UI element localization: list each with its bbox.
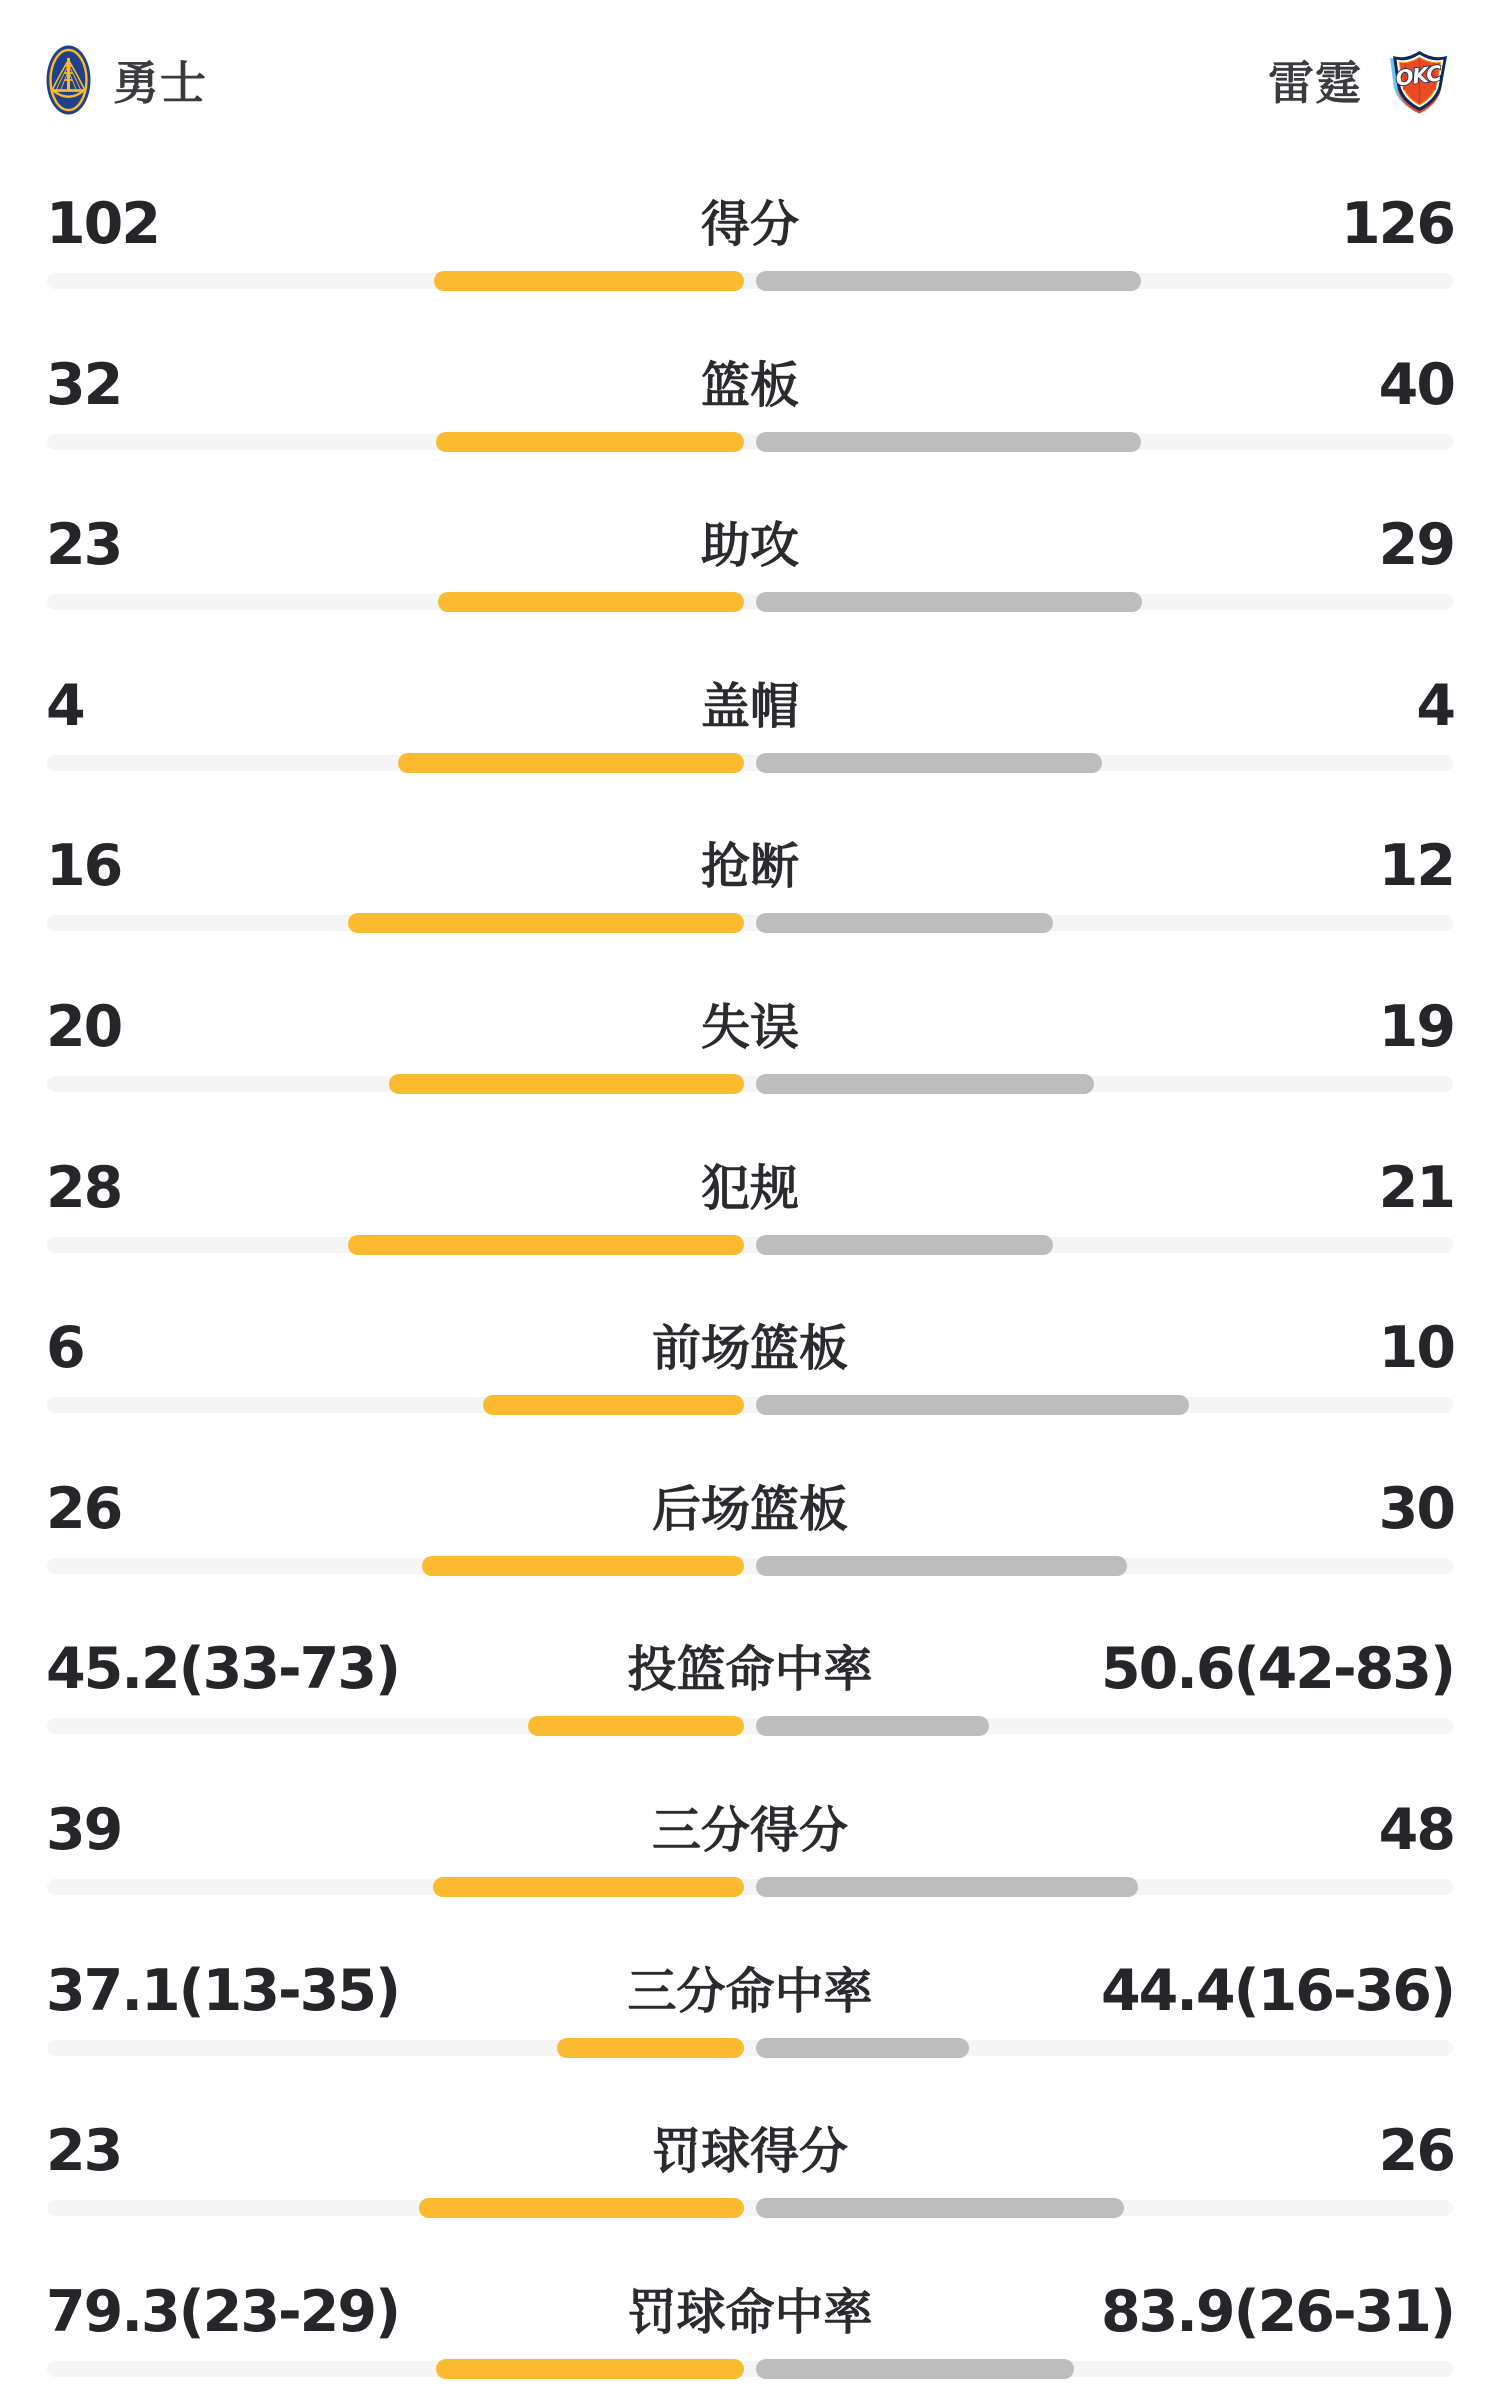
away-bar <box>756 2038 969 2058</box>
header <box>46 45 1454 115</box>
home-value: 28 <box>46 1154 122 1221</box>
stat-row <box>46 1797 1454 1914</box>
home-bar <box>433 1877 744 1897</box>
home-value: 16 <box>46 833 122 900</box>
away-value: 40 <box>1378 351 1454 418</box>
stat-row <box>46 1315 1454 1432</box>
stat-row <box>46 351 1454 469</box>
stat-bar-track <box>47 1237 1453 1253</box>
stat-bar-track <box>47 273 1453 289</box>
away-value: 26 <box>1378 2118 1454 2185</box>
away-bar <box>756 271 1141 291</box>
svg-text:OKC: OKC <box>1394 61 1443 91</box>
home-bar <box>389 1074 744 1094</box>
away-value: 50.6(42-83) <box>1100 1636 1454 1703</box>
home-value: 4 <box>46 672 84 739</box>
away-value: 19 <box>1378 994 1454 1060</box>
away-value: 126 <box>1341 191 1454 257</box>
stat-bar-track <box>47 1879 1453 1895</box>
team-home[interactable] <box>46 45 207 115</box>
home-bar <box>436 432 744 452</box>
team-home-name: 勇士 <box>113 56 207 110</box>
home-bar <box>419 2198 744 2218</box>
home-value: 20 <box>46 994 122 1060</box>
stat-bar-track <box>47 434 1453 450</box>
stat-row <box>46 833 1454 950</box>
home-bar <box>483 1395 744 1415</box>
home-bar <box>436 2359 744 2379</box>
stat-label: 失误 <box>700 999 800 1056</box>
stat-label: 罚球得分 <box>651 2123 849 2181</box>
stat-label: 助攻 <box>700 517 800 575</box>
home-bar <box>528 1716 744 1736</box>
stat-bar-track <box>47 1076 1453 1092</box>
stat-bar-track <box>47 2040 1453 2056</box>
home-value: 45.2(33-73) <box>46 1636 400 1703</box>
stat-label: 盖帽 <box>700 677 800 735</box>
stat-label: 前场篮板 <box>651 1320 849 1378</box>
home-value: 39 <box>46 1797 122 1863</box>
stat-row <box>46 2278 1454 2396</box>
stat-label: 三分得分 <box>651 1802 849 1859</box>
stat-label: 投篮命中率 <box>627 1641 873 1699</box>
stat-label: 抢断 <box>700 838 800 896</box>
stat-bar-track <box>47 1558 1453 1574</box>
away-value: 30 <box>1378 1475 1454 1542</box>
home-bar <box>434 271 744 291</box>
home-bar <box>422 1556 744 1576</box>
home-value: 32 <box>46 351 122 418</box>
stat-row <box>46 672 1454 790</box>
stat-row <box>46 1154 1454 1272</box>
stat-bar-track <box>47 2200 1453 2216</box>
away-bar <box>756 2359 1074 2379</box>
stat-bar-track <box>47 594 1453 610</box>
away-value: 83.9(26-31) <box>1100 2278 1454 2345</box>
stat-row <box>46 994 1454 1111</box>
stat-label: 得分 <box>700 196 800 253</box>
stat-row <box>46 191 1454 308</box>
team-away[interactable] <box>1268 45 1454 115</box>
stat-label: 犯规 <box>700 1159 800 1217</box>
stat-label: 后场篮板 <box>651 1480 849 1538</box>
away-bar <box>756 2198 1124 2218</box>
away-value: 4 <box>1416 672 1454 739</box>
away-bar <box>756 1877 1138 1897</box>
away-value: 48 <box>1378 1797 1454 1863</box>
away-bar <box>756 1074 1094 1094</box>
stat-bar-track <box>47 1397 1453 1413</box>
home-bar <box>348 913 744 933</box>
home-value: 23 <box>46 512 122 579</box>
home-bar <box>438 592 744 612</box>
warriors-logo-icon <box>46 45 91 115</box>
stat-row <box>46 2118 1454 2235</box>
away-value: 12 <box>1378 833 1454 900</box>
home-bar <box>398 753 744 773</box>
home-value: 6 <box>46 1315 84 1382</box>
away-value: 10 <box>1378 1315 1454 1382</box>
stat-row <box>46 512 1454 629</box>
stat-bar-track <box>47 915 1453 931</box>
team-away-name: 雷霆 <box>1268 56 1362 110</box>
stat-row <box>46 1636 1454 1753</box>
home-bar <box>557 2038 744 2058</box>
stat-label: 三分命中率 <box>627 1962 873 2020</box>
home-value: 37.1(13-35) <box>46 1957 400 2024</box>
stat-bar-track <box>47 2361 1453 2377</box>
home-value: 102 <box>46 191 159 257</box>
away-bar <box>756 1716 989 1736</box>
stat-row <box>46 1957 1454 2075</box>
stat-label: 篮板 <box>700 356 800 414</box>
away-bar <box>756 1395 1189 1415</box>
away-bar <box>756 1556 1127 1576</box>
home-value: 79.3(23-29) <box>46 2278 400 2345</box>
away-bar <box>756 432 1141 452</box>
home-value: 23 <box>46 2118 122 2185</box>
away-value: 44.4(16-36) <box>1100 1957 1454 2024</box>
away-bar <box>756 1235 1053 1255</box>
away-value: 21 <box>1378 1154 1454 1221</box>
stat-bar-track <box>47 1718 1453 1734</box>
home-bar <box>348 1235 744 1255</box>
stat-label: 罚球命中率 <box>627 2283 873 2341</box>
away-bar <box>756 913 1053 933</box>
away-value: 29 <box>1378 512 1454 579</box>
away-bar <box>756 753 1102 773</box>
thunder-logo-icon <box>1386 46 1454 114</box>
stat-bar-track <box>47 755 1453 771</box>
home-value: 26 <box>46 1475 122 1542</box>
away-bar <box>756 592 1142 612</box>
stat-row <box>46 1475 1454 1593</box>
